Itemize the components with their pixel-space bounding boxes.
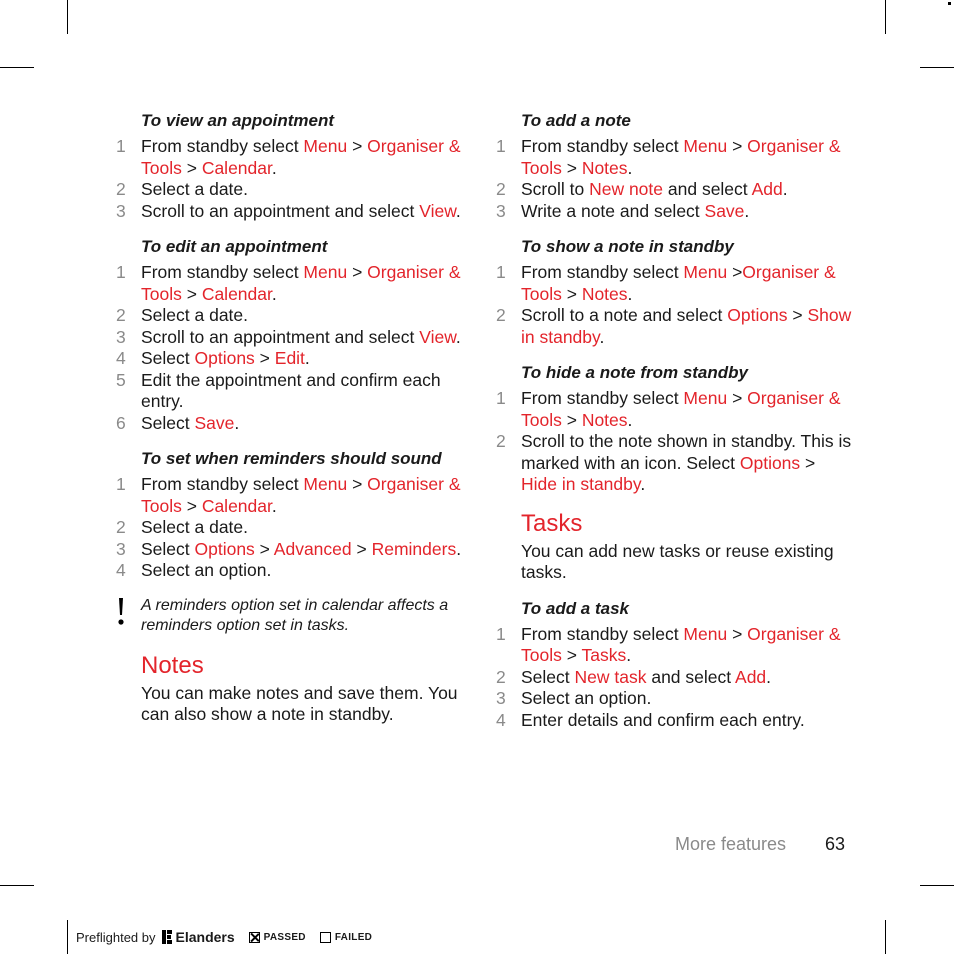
step-text <box>141 370 476 413</box>
step-text-run: > <box>561 409 582 430</box>
step-text-run: . <box>455 326 461 347</box>
step-item <box>496 667 856 689</box>
step-text <box>141 474 476 517</box>
menu-path-link: Organiser & Tools <box>521 388 841 430</box>
menu-path-link: Calendar <box>201 283 272 304</box>
menu-path-link: Add <box>751 179 783 199</box>
menu-path-link: Options <box>727 305 788 325</box>
step-text-run: From standby select <box>141 136 304 156</box>
menu-path-link: Menu <box>683 136 728 156</box>
step-text-run: Select <box>141 538 195 559</box>
steps-list <box>496 136 856 222</box>
steps-list <box>116 474 476 582</box>
step-text-run: > <box>561 645 582 665</box>
step-item <box>116 539 476 561</box>
step-text-run: . <box>271 283 277 304</box>
tasks-heading: Tasks <box>521 509 583 537</box>
step-text-run: > <box>181 157 202 178</box>
left-column <box>116 110 476 740</box>
right-column <box>496 110 856 745</box>
step-number: 2 <box>116 179 126 199</box>
menu-path-link: Options <box>194 538 255 559</box>
step-number: 2 <box>116 305 126 325</box>
menu-path-link: Add <box>735 666 767 687</box>
menu-path-link: Organiser & Tools <box>521 623 841 665</box>
step-text <box>141 201 476 223</box>
step-item <box>116 305 476 327</box>
menu-path-link: Notes <box>581 283 628 304</box>
step-number: 1 <box>496 262 506 282</box>
step-item <box>116 370 476 413</box>
step-text-run: From standby select <box>521 388 684 408</box>
passed-checkbox <box>249 932 260 943</box>
step-number: 4 <box>116 560 126 580</box>
crop-mark <box>885 0 886 34</box>
step-text-run: > <box>727 136 748 156</box>
step-text-run: . <box>271 157 277 178</box>
menu-path-link: Options <box>194 348 255 368</box>
section-title: To show a note in standby <box>521 237 734 256</box>
step-text <box>141 413 476 435</box>
crop-mark <box>920 67 954 68</box>
section-title: To hide a note from standby <box>521 363 748 382</box>
menu-path-link: Menu <box>303 262 348 282</box>
preflight-prefix: Preflighted by <box>76 929 156 945</box>
section-add-task <box>496 598 856 732</box>
step-text-run: From standby select <box>521 136 684 156</box>
step-text-run: . <box>627 157 633 178</box>
step-number: 2 <box>116 517 126 537</box>
step-text-run: Select a date. <box>141 305 249 325</box>
step-text-run: Select a date. <box>141 179 249 199</box>
menu-path-link: Edit <box>274 348 305 368</box>
step-item <box>496 431 856 496</box>
step-text-run: . <box>627 409 633 430</box>
step-text-run: > <box>254 538 274 559</box>
step-item <box>116 348 476 370</box>
step-text-run: From standby select <box>141 474 304 494</box>
section-title: To add a note <box>521 111 631 130</box>
step-text <box>141 348 476 370</box>
preflight-brand: Elanders <box>175 929 235 945</box>
step-text-run: Write a note and select <box>521 200 705 221</box>
menu-path-link: Organiser & Tools <box>141 136 461 178</box>
steps-list <box>496 262 856 348</box>
step-text-run: > <box>561 157 582 178</box>
step-text-run: Scroll to a note and select <box>521 305 728 325</box>
failed-label: FAILED <box>334 931 373 943</box>
section-title: To edit an appointment <box>141 237 328 256</box>
step-text-run: . <box>271 495 277 516</box>
step-text-run: > <box>181 283 202 304</box>
failed-checkbox <box>320 932 331 943</box>
step-text <box>141 136 476 179</box>
step-text-run: . <box>455 200 461 221</box>
notes-heading: Notes <box>141 651 204 679</box>
menu-path-link: Notes <box>581 409 628 430</box>
step-text <box>521 688 856 710</box>
step-text-run: > <box>727 262 743 282</box>
step-item <box>116 262 476 305</box>
menu-path-link: Calendar <box>201 495 272 516</box>
step-text-run: > <box>347 474 368 494</box>
steps-list <box>496 388 856 496</box>
tasks-intro: You can add new tasks or reuse existing tasks. <box>521 540 834 582</box>
step-number: 3 <box>116 200 126 221</box>
menu-path-link: Show in standby <box>521 305 852 347</box>
step-text <box>521 710 856 732</box>
step-item <box>496 305 856 348</box>
step-number: 3 <box>116 326 126 347</box>
step-text <box>521 624 856 667</box>
step-item <box>496 262 856 305</box>
step-text-run: . <box>627 283 633 304</box>
crop-mark <box>885 920 886 954</box>
step-number: 1 <box>496 388 506 408</box>
step-text-run: Enter details and confirm each entry. <box>521 709 805 730</box>
step-text-run: . <box>782 179 788 199</box>
step-text-run: > <box>347 262 368 282</box>
step-item <box>496 688 856 710</box>
menu-path-link: Menu <box>303 474 348 494</box>
section-title: To view an appointment <box>141 111 334 130</box>
menu-path-link: Tasks <box>581 645 627 665</box>
step-item <box>496 201 856 223</box>
step-text-run: Select an option. <box>521 688 652 708</box>
step-number: 2 <box>496 179 506 199</box>
step-item <box>496 388 856 431</box>
menu-path-link: Organiser & Tools <box>521 262 836 304</box>
step-number: 3 <box>496 688 506 708</box>
crop-mark <box>948 2 951 5</box>
section-add-note <box>496 110 856 222</box>
step-text-run: > <box>727 623 748 644</box>
menu-path-link: View <box>419 200 456 221</box>
step-text-run: Select an option. <box>141 560 272 580</box>
step-text <box>141 560 476 582</box>
step-text <box>521 201 856 223</box>
section-hide-note <box>496 362 856 496</box>
step-text <box>521 179 856 201</box>
step-text-run: > <box>561 283 582 304</box>
crop-mark <box>67 0 68 34</box>
step-text-run: and select <box>646 666 736 687</box>
step-text-run: > <box>351 538 372 559</box>
warning-icon <box>116 596 141 636</box>
step-text-run: . <box>456 538 462 559</box>
step-text-run: and select <box>663 179 752 199</box>
menu-path-link: Menu <box>303 136 348 156</box>
step-item <box>496 136 856 179</box>
steps-list <box>116 136 476 222</box>
step-text-run: From standby select <box>141 262 304 282</box>
step-text <box>521 136 856 179</box>
step-number: 4 <box>116 348 126 368</box>
menu-path-link: Save <box>194 412 235 433</box>
step-text <box>521 388 856 431</box>
step-text-run: Edit the appointment and confirm each entry. <box>141 369 441 411</box>
menu-path-link: Hide in standby <box>521 474 641 494</box>
step-item <box>116 327 476 349</box>
step-number: 5 <box>116 369 126 390</box>
step-text <box>521 262 856 305</box>
step-text <box>141 539 476 561</box>
menu-path-link: Reminders <box>371 538 457 559</box>
section-title: To add a task <box>521 598 630 618</box>
step-text <box>141 517 476 539</box>
step-number: 1 <box>116 262 126 282</box>
step-number: 3 <box>116 538 126 559</box>
menu-path-link: Menu <box>683 623 728 644</box>
section-view-appointment <box>116 110 476 222</box>
preflight-stamp <box>76 928 372 946</box>
step-text-run: . <box>626 645 632 665</box>
step-text-run: > <box>181 495 202 516</box>
page-number: 63 <box>825 834 846 854</box>
steps-list <box>116 262 476 434</box>
step-number: 4 <box>496 709 506 730</box>
step-text-run: Select <box>141 348 195 368</box>
menu-path-link: Save <box>704 200 745 221</box>
step-text-run: > <box>787 305 808 325</box>
step-text <box>141 179 476 201</box>
section-set-reminders <box>116 448 476 582</box>
step-number: 3 <box>496 200 506 221</box>
step-item <box>116 413 476 435</box>
passed-label: PASSED <box>263 931 306 943</box>
crop-mark <box>67 920 68 954</box>
note-text: A reminders option set in calendar affects a reminders option set in tasks. <box>141 596 449 634</box>
step-text-run: Scroll to the note shown in standby. This is marked with an icon. Select <box>521 431 852 473</box>
step-number: 1 <box>116 136 126 156</box>
section-show-note <box>496 236 856 348</box>
steps-list <box>496 624 856 732</box>
step-text-run: Select <box>141 412 195 433</box>
menu-path-link: Notes <box>581 157 628 178</box>
step-item <box>116 201 476 223</box>
step-text-run: > <box>800 452 816 473</box>
step-text-run: . <box>304 348 310 368</box>
step-text-run: Scroll to an appointment and select <box>141 326 420 347</box>
step-item <box>116 517 476 539</box>
step-item <box>496 710 856 732</box>
step-text <box>521 431 856 496</box>
step-number: 1 <box>496 136 506 156</box>
step-number: 6 <box>116 412 126 433</box>
step-item <box>116 136 476 179</box>
step-text-run: > <box>347 136 368 156</box>
menu-path-link: New task <box>574 666 647 687</box>
step-text <box>521 667 856 689</box>
step-text-run: > <box>727 388 748 408</box>
menu-path-link: Organiser & Tools <box>141 474 461 516</box>
crop-mark <box>0 885 34 886</box>
menu-path-link: Organiser & Tools <box>141 262 461 304</box>
step-text <box>141 327 476 349</box>
step-text-run: From standby select <box>521 623 684 644</box>
step-text-run: Select <box>521 666 575 687</box>
section-title: To set when reminders should sound <box>141 449 442 468</box>
menu-path-link: New note <box>589 179 664 199</box>
menu-path-link: Organiser & Tools <box>521 136 841 178</box>
step-text-run: . <box>640 474 646 494</box>
step-text <box>141 262 476 305</box>
step-text-run: . <box>744 200 750 221</box>
step-item <box>116 474 476 517</box>
menu-path-link: Menu <box>683 262 728 282</box>
footer-section-name: More features <box>675 834 787 854</box>
menu-path-link: View <box>419 326 456 347</box>
reminder-note <box>116 596 476 636</box>
step-text <box>521 305 856 348</box>
crop-mark <box>0 67 34 68</box>
step-text-run: Scroll to an appointment and select <box>141 200 420 221</box>
menu-path-link: Advanced <box>273 538 352 559</box>
step-number: 2 <box>496 305 506 325</box>
section-edit-appointment <box>116 236 476 434</box>
notes-intro: You can make notes and save them. You can also show a note in standby. <box>141 682 458 724</box>
step-number: 1 <box>496 623 506 644</box>
crop-mark <box>920 885 954 886</box>
menu-path-link: Menu <box>683 388 728 408</box>
step-number: 2 <box>496 666 506 687</box>
step-text-run: Select a date. <box>141 517 249 537</box>
step-text-run: . <box>766 666 772 687</box>
step-text-run: . <box>234 412 240 433</box>
menu-path-link: Options <box>739 452 801 473</box>
step-text-run: Scroll to <box>521 179 590 199</box>
step-item <box>496 624 856 667</box>
step-number: 1 <box>116 474 126 494</box>
step-text-run: > <box>254 348 275 368</box>
elanders-logo-icon <box>162 930 172 944</box>
step-text <box>141 305 476 327</box>
step-number: 2 <box>496 431 506 451</box>
menu-path-link: Calendar <box>201 157 272 178</box>
step-item <box>496 179 856 201</box>
step-text-run: . <box>599 326 605 347</box>
step-text-run: From standby select <box>521 262 684 282</box>
step-item <box>116 560 476 582</box>
step-item <box>116 179 476 201</box>
